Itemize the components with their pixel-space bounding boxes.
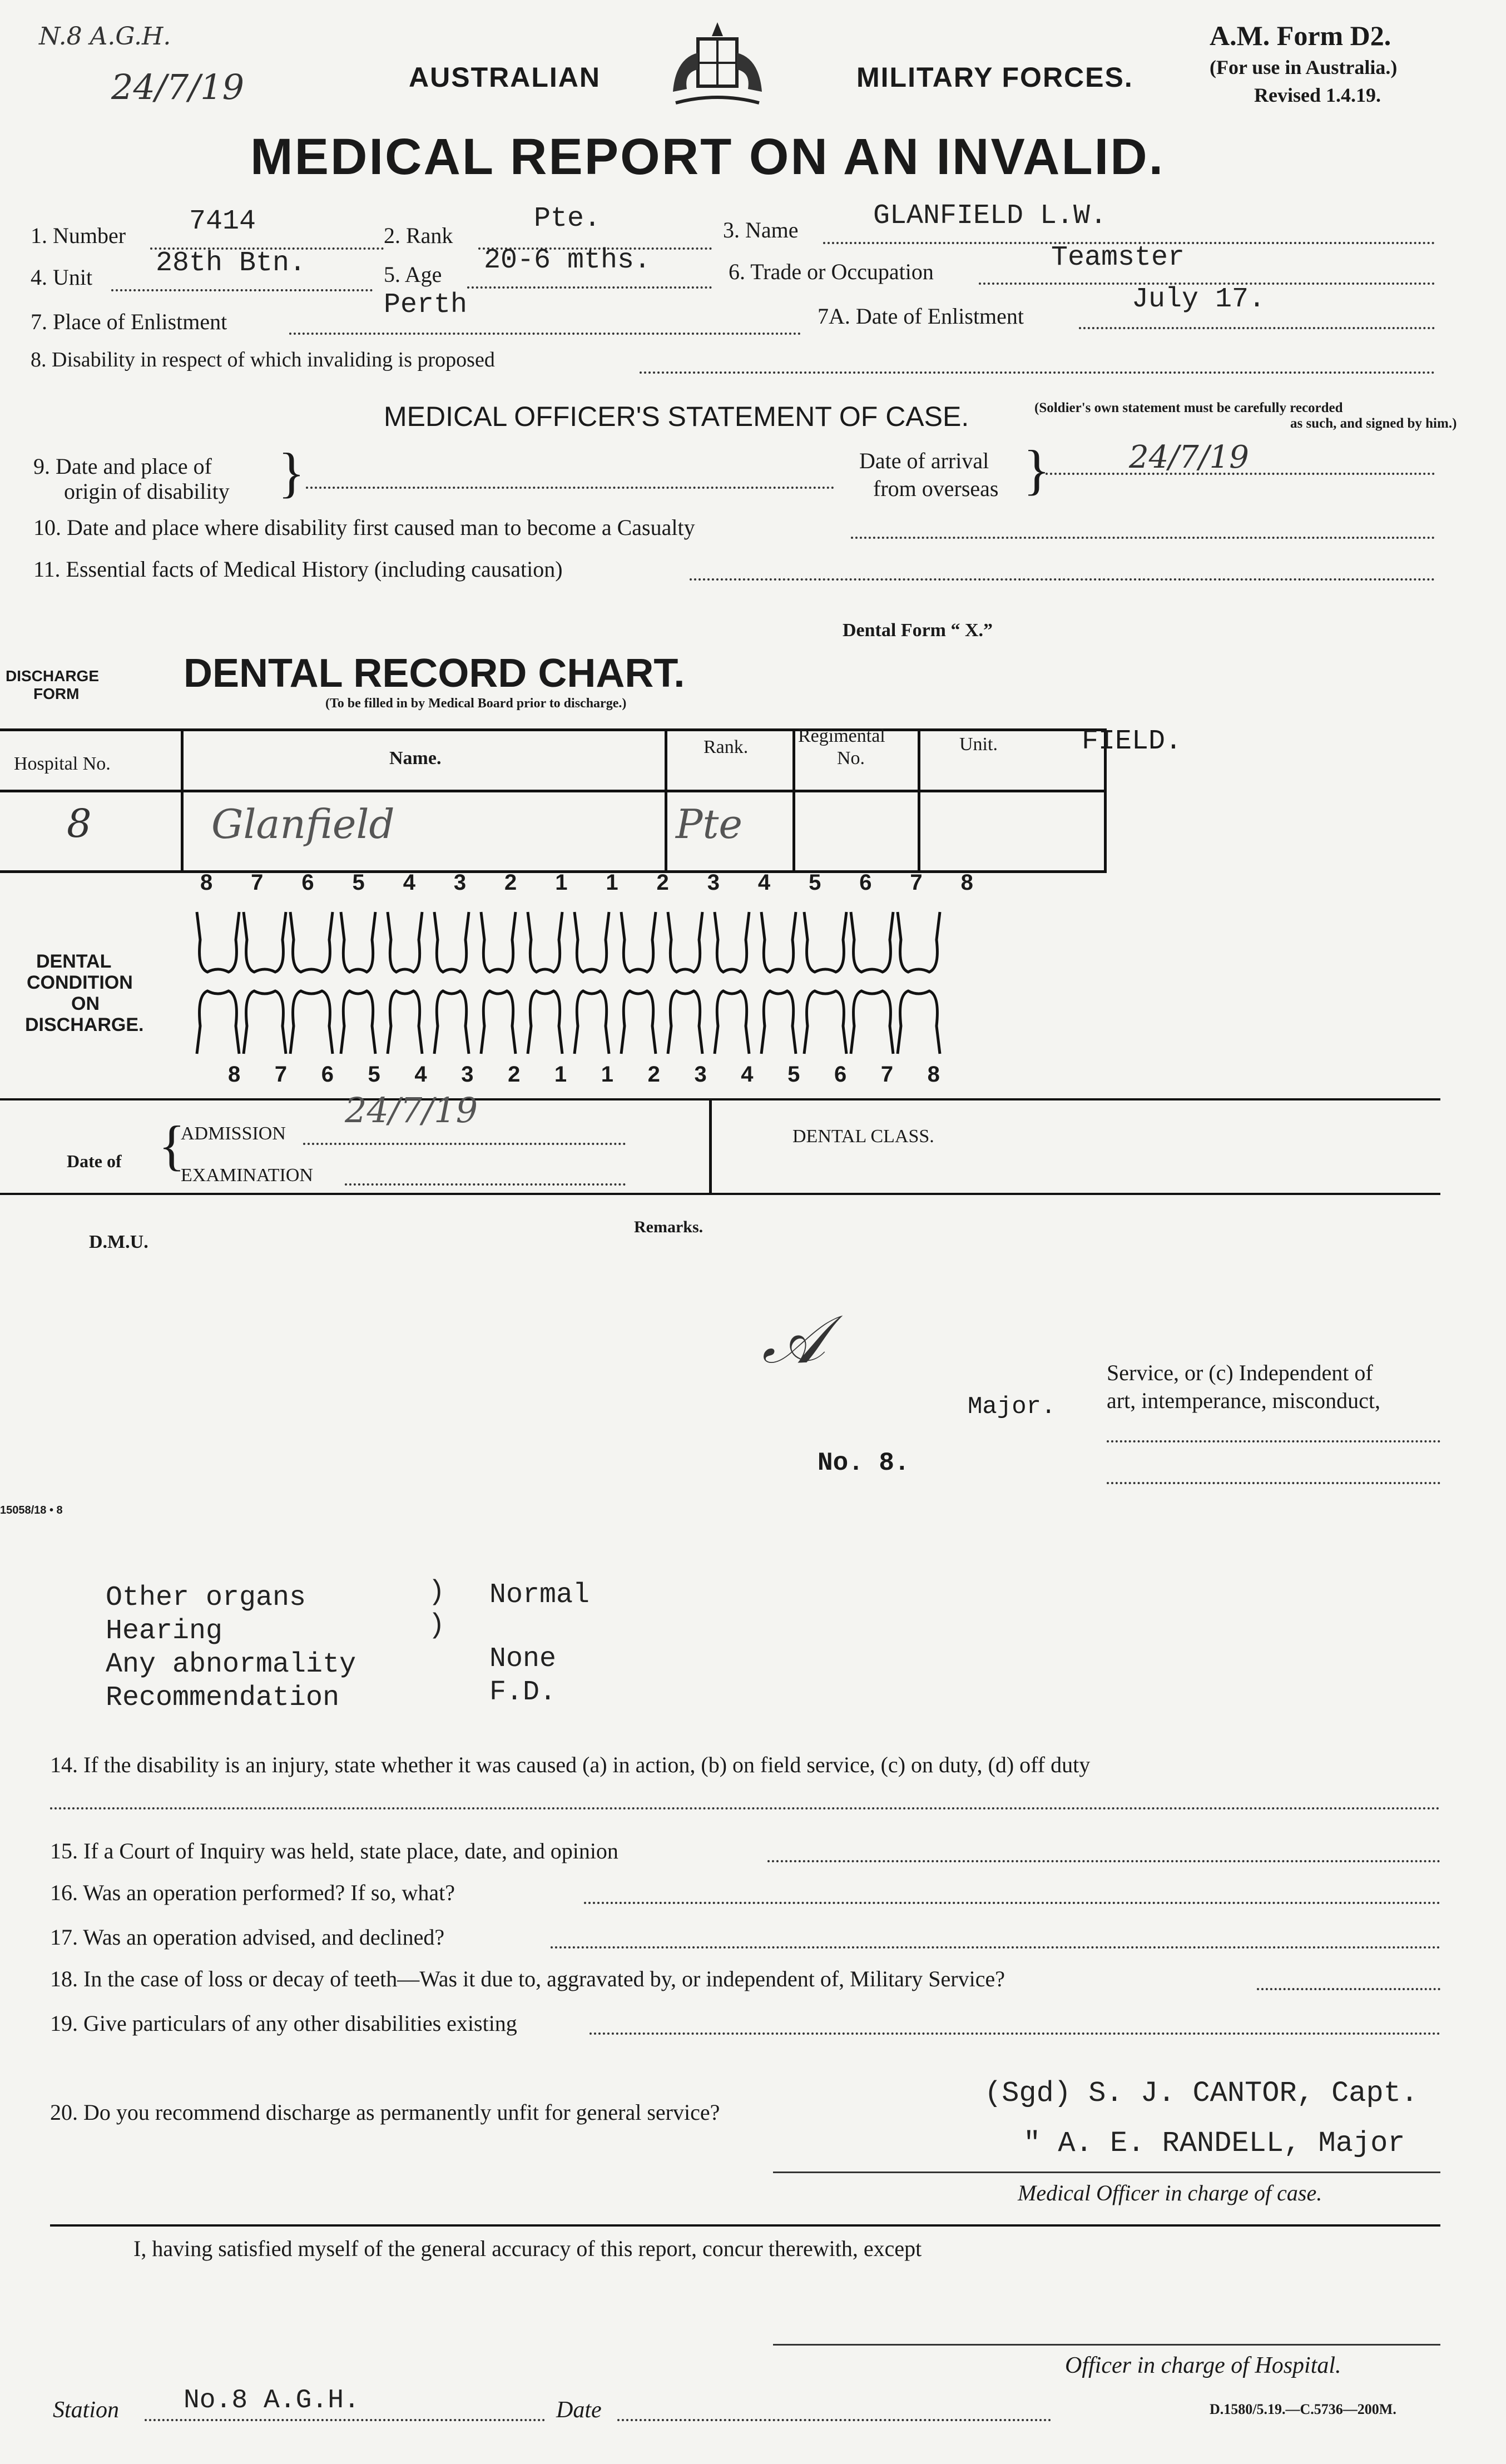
form-id: A.M. Form D2. bbox=[1210, 20, 1391, 51]
lower-tooth bbox=[434, 991, 469, 1054]
dental-subtitle: (To be filled in by Medical Board prior to discharge.) bbox=[325, 696, 627, 711]
upper-num: 3 bbox=[453, 870, 467, 895]
dental-form-label: Dental Form “ X.” bbox=[843, 620, 993, 641]
upper-tooth bbox=[388, 912, 422, 972]
upper-num: 6 bbox=[859, 870, 872, 895]
lower-tooth bbox=[341, 991, 375, 1054]
discharge-form-1: DISCHARGE bbox=[6, 667, 100, 685]
enlist-date-label: 7A. Date of Enlistment bbox=[818, 304, 1024, 329]
mo-caption: Medical Officer in charge of case. bbox=[1018, 2180, 1322, 2205]
signature-cantor: (Sgd) S. J. CANTOR, Capt. bbox=[984, 2077, 1419, 2110]
date-brace: { bbox=[158, 1114, 185, 1176]
lower-num: 2 bbox=[508, 1062, 521, 1087]
lower-tooth bbox=[574, 991, 609, 1054]
admission-label: ADMISSION bbox=[181, 1123, 286, 1144]
unit-side-note: FIELD. bbox=[1082, 726, 1182, 757]
upper-num: 8 bbox=[200, 870, 213, 895]
upper-tooth bbox=[528, 912, 562, 972]
upper-num: 1 bbox=[555, 870, 568, 895]
coat-of-arms-icon bbox=[665, 19, 770, 114]
admission-value: 24/7/19 bbox=[345, 1090, 478, 1131]
exam-row4-value: F.D. bbox=[489, 1677, 557, 1708]
rank-signature: Pte bbox=[676, 801, 742, 847]
exam-brace-1: ) bbox=[428, 1576, 445, 1608]
upper-num: 5 bbox=[352, 870, 365, 895]
exam-row3-value: None bbox=[489, 1643, 557, 1675]
q18-label: 18. In the case of loss or decay of teeth—Was it due to, aggravated by, or independent of, Military Service? bbox=[50, 1966, 1005, 1991]
upper-tooth bbox=[621, 912, 656, 972]
q14-label: 14. If the disability is an injury, state whether it was caused (a) in action, (b) on field service, (c) on duty, (d) off duty bbox=[50, 1752, 1091, 1777]
page-title: MEDICAL REPORT ON AN INVALID. bbox=[250, 128, 1165, 185]
lower-tooth bbox=[244, 991, 286, 1054]
lower-tooth bbox=[388, 991, 422, 1054]
upper-tooth bbox=[244, 912, 286, 972]
upper-tooth bbox=[761, 912, 796, 972]
upper-tooth bbox=[290, 912, 333, 972]
teeth-diagram bbox=[189, 901, 984, 1068]
remarks-label: Remarks. bbox=[634, 1218, 704, 1236]
lower-num: 6 bbox=[834, 1062, 847, 1087]
hospital-value: 8 bbox=[67, 801, 92, 846]
station-label: Station bbox=[53, 2397, 120, 2423]
upper-num: 3 bbox=[707, 870, 720, 895]
upper-num: 4 bbox=[757, 870, 771, 895]
lower-tooth bbox=[898, 991, 940, 1054]
q10-label: 10. Date and place where disability first caused man to become a Casualty bbox=[33, 515, 695, 540]
condition-1: DENTAL bbox=[36, 951, 112, 972]
service-line-1: Service, or (c) Independent of bbox=[1107, 1360, 1373, 1385]
col-unit: Unit. bbox=[959, 734, 998, 755]
hospital-caption: Officer in charge of Hospital. bbox=[1065, 2353, 1341, 2378]
discharge-form-2: FORM bbox=[33, 685, 80, 702]
signature-randell: " A. E. RANDELL, Major bbox=[1023, 2127, 1405, 2160]
upper-tooth-numbers bbox=[200, 870, 973, 901]
lower-tooth bbox=[290, 991, 333, 1054]
statement-title: MEDICAL OFFICER'S STATEMENT OF CASE. bbox=[384, 401, 969, 432]
lower-num: 1 bbox=[601, 1062, 613, 1087]
station-value: No.8 A.G.H. bbox=[184, 2386, 360, 2416]
lower-num: 5 bbox=[787, 1062, 800, 1087]
service-line-2: art, intemperance, misconduct, bbox=[1107, 1388, 1381, 1413]
statement-note-2: as such, and signed by him.) bbox=[1290, 416, 1457, 431]
condition-3: ON bbox=[71, 993, 100, 1014]
arrival-value: 24/7/19 bbox=[1129, 439, 1249, 475]
concur-text: I, having satisfied myself of the general accuracy of this report, concur therewith, except bbox=[133, 2236, 922, 2261]
upper-num: 4 bbox=[403, 870, 415, 895]
upper-tooth bbox=[898, 912, 940, 972]
form-use: (For use in Australia.) bbox=[1210, 56, 1398, 78]
upper-tooth bbox=[804, 912, 846, 972]
col-regimental-2: No. bbox=[837, 748, 865, 769]
upper-tooth bbox=[851, 912, 893, 972]
name-value: GLANFIELD L.W. bbox=[873, 200, 1107, 232]
upper-tooth bbox=[715, 912, 749, 972]
lower-num: 7 bbox=[274, 1062, 288, 1087]
q9-label-1: 9. Date and place of bbox=[33, 454, 212, 479]
lower-tooth bbox=[715, 991, 749, 1054]
arrival-label-1: Date of arrival bbox=[859, 448, 989, 473]
condition-4: DISCHARGE. bbox=[25, 1014, 144, 1035]
col-hospital: Hospital No. bbox=[14, 753, 111, 774]
rank-value: Pte. bbox=[534, 203, 601, 235]
exam-row4-label: Recommendation bbox=[106, 1682, 340, 1714]
lower-num: 8 bbox=[927, 1062, 940, 1087]
exam-row2-label: Hearing bbox=[106, 1615, 223, 1647]
q9-brace: } bbox=[278, 442, 305, 503]
date-label: Date bbox=[556, 2397, 602, 2423]
examination-label: EXAMINATION bbox=[181, 1165, 313, 1186]
unit-label: 4. Unit bbox=[31, 265, 93, 290]
lower-tooth bbox=[851, 991, 893, 1054]
footer-code: D.1580/5.19.—C.5736—200M. bbox=[1210, 2401, 1396, 2417]
q11-label: 11. Essential facts of Medical History (including causation) bbox=[33, 557, 563, 582]
col-regimental-1: Regimental bbox=[798, 726, 885, 746]
lower-tooth bbox=[621, 991, 656, 1054]
header-australian: AUSTRALIAN bbox=[409, 62, 601, 93]
station-stamp: N.8 A.G.H. bbox=[39, 22, 171, 51]
lower-num: 8 bbox=[228, 1062, 241, 1087]
exam-row1-label: Other organs bbox=[106, 1582, 306, 1614]
upper-num: 6 bbox=[301, 870, 314, 895]
dental-class-label: DENTAL CLASS. bbox=[792, 1126, 934, 1147]
dental-title: DENTAL RECORD CHART. bbox=[184, 651, 685, 696]
lower-num: 1 bbox=[554, 1062, 567, 1087]
age-label: 5. Age bbox=[384, 262, 442, 287]
number-label: 1. Number bbox=[31, 223, 126, 248]
lower-tooth bbox=[481, 991, 516, 1054]
no8-label: No. 8. bbox=[818, 1449, 910, 1478]
place-value: Perth bbox=[384, 289, 468, 321]
lower-tooth bbox=[528, 991, 562, 1054]
q19-label: 19. Give particulars of any other disabilities existing bbox=[50, 2011, 517, 2036]
dmu-label: D.M.U. bbox=[89, 1232, 148, 1252]
upper-num: 8 bbox=[960, 870, 973, 895]
major-label: Major. bbox=[968, 1393, 1056, 1421]
lower-num: 7 bbox=[880, 1062, 894, 1087]
trade-label: 6. Trade or Occupation bbox=[729, 259, 934, 284]
header-military-forces: MILITARY FORCES. bbox=[856, 62, 1133, 93]
lower-num: 6 bbox=[321, 1062, 334, 1087]
lower-num: 3 bbox=[694, 1062, 707, 1087]
signature-scrawl: 𝒜 bbox=[762, 1301, 825, 1379]
rank-label: 2. Rank bbox=[384, 223, 453, 248]
upper-num: 2 bbox=[656, 870, 669, 895]
upper-tooth bbox=[574, 912, 609, 972]
condition-2: CONDITION bbox=[27, 972, 133, 993]
disability-label: 8. Disability in respect of which invaliding is proposed bbox=[31, 348, 495, 371]
upper-tooth bbox=[668, 912, 702, 972]
enlist-date-value: July 17. bbox=[1132, 284, 1266, 315]
exam-row1-value: Normal bbox=[489, 1579, 590, 1611]
lower-tooth bbox=[197, 991, 239, 1054]
upper-tooth bbox=[481, 912, 516, 972]
lower-tooth bbox=[668, 991, 702, 1054]
upper-tooth bbox=[434, 912, 469, 972]
upper-num: 7 bbox=[910, 870, 923, 895]
age-value: 20-6 mths. bbox=[484, 245, 651, 276]
name-signature: Glanfield bbox=[211, 801, 395, 847]
stamp-date: 24/7/19 bbox=[111, 67, 245, 107]
lower-num: 4 bbox=[741, 1062, 754, 1087]
upper-tooth bbox=[197, 912, 239, 972]
upper-num: 2 bbox=[504, 870, 517, 895]
lower-num: 2 bbox=[647, 1062, 660, 1087]
upper-num: 7 bbox=[251, 870, 264, 895]
printer-code: 15058/18 • 8 bbox=[0, 1504, 63, 1516]
date-of-label: Date of bbox=[67, 1151, 122, 1171]
unit-value: 28th Btn. bbox=[156, 247, 306, 279]
lower-tooth bbox=[804, 991, 846, 1054]
place-label: 7. Place of Enlistment bbox=[31, 309, 227, 334]
q15-label: 15. If a Court of Inquiry was held, state place, date, and opinion bbox=[50, 1838, 618, 1863]
trade-value: Teamster bbox=[1051, 242, 1185, 274]
name-label: 3. Name bbox=[723, 217, 799, 242]
upper-num: 5 bbox=[809, 870, 821, 895]
col-name: Name. bbox=[389, 748, 442, 769]
q17-label: 17. Was an operation advised, and declined? bbox=[50, 1925, 445, 1950]
arrival-label-2: from overseas bbox=[873, 476, 999, 501]
lower-num: 5 bbox=[368, 1062, 380, 1087]
upper-tooth bbox=[341, 912, 375, 972]
number-value: 7414 bbox=[189, 206, 256, 237]
lower-num: 4 bbox=[414, 1062, 427, 1087]
statement-note-1: (Soldier's own statement must be carefully recorded bbox=[1034, 400, 1343, 415]
lower-tooth-numbers bbox=[228, 1062, 940, 1093]
exam-brace-2: ) bbox=[428, 1610, 445, 1642]
col-rank: Rank. bbox=[704, 737, 749, 757]
q20-label: 20. Do you recommend discharge as permanently unfit for general service? bbox=[50, 2100, 720, 2125]
lower-tooth bbox=[761, 991, 796, 1054]
q9-label-2: origin of disability bbox=[64, 479, 230, 504]
upper-num: 1 bbox=[606, 870, 618, 895]
lower-num: 3 bbox=[461, 1062, 474, 1087]
form-revised: Revised 1.4.19. bbox=[1254, 84, 1381, 106]
arrival-brace: } bbox=[1023, 439, 1050, 500]
exam-row3-label: Any abnormality bbox=[106, 1649, 356, 1680]
q16-label: 16. Was an operation performed? If so, what? bbox=[50, 1880, 455, 1905]
